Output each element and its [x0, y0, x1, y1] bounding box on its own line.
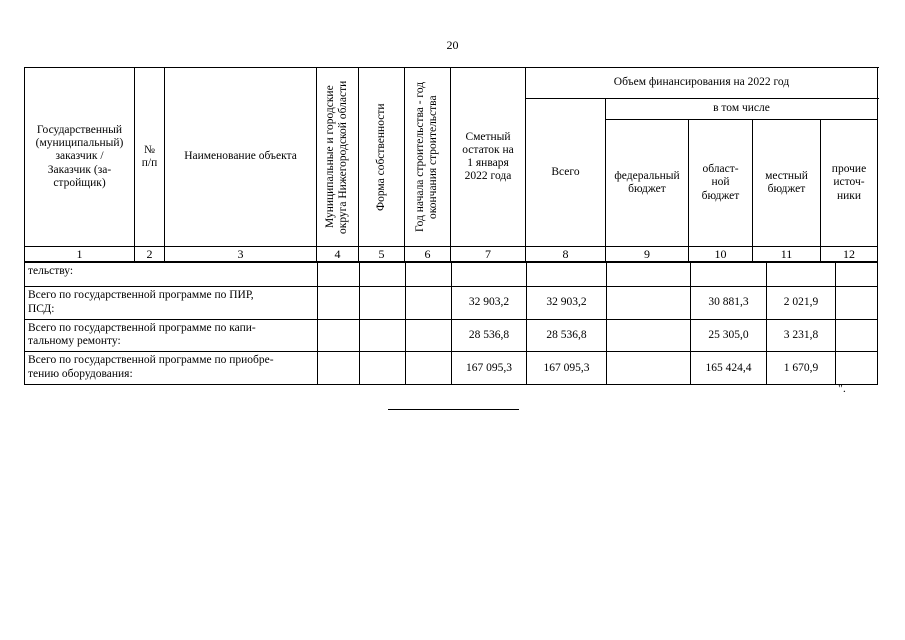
regional-header: област- ной бюджет	[689, 120, 753, 247]
district-cell	[318, 263, 360, 287]
ownership-cell	[360, 287, 406, 320]
estimate-header: Сметный остаток на 1 января 2022 года	[451, 68, 526, 247]
estimate-cell: 32 903,2	[452, 287, 527, 320]
district-cell	[318, 319, 360, 352]
total-header: Всего	[526, 99, 606, 247]
row-name: тельству:	[25, 263, 318, 287]
column-number: 12	[821, 247, 878, 262]
including-header: в том числе	[606, 99, 878, 120]
ownership-header: Форма собственности	[359, 68, 405, 247]
row-name: Всего по государственной программе по капи- тальному ремонту:	[25, 319, 318, 352]
federal-cell	[607, 319, 691, 352]
federal-cell	[607, 263, 691, 287]
column-number: 10	[689, 247, 753, 262]
federal-cell	[607, 287, 691, 320]
other-cell	[836, 263, 878, 287]
column-number-row	[25, 247, 878, 262]
table-row	[25, 263, 878, 287]
federal-header: федеральный бюджет	[606, 120, 689, 247]
local-cell: 1 670,9	[767, 352, 836, 385]
column-number: 5	[359, 247, 405, 262]
ownership-cell	[360, 352, 406, 385]
column-number: 6	[405, 247, 451, 262]
table-row	[25, 352, 878, 385]
district-header: Муниципальные и городские округа Нижегородской области	[317, 68, 359, 247]
separator-line	[388, 409, 519, 410]
column-number: 2	[135, 247, 165, 262]
column-number: 4	[317, 247, 359, 262]
regional-cell	[691, 263, 767, 287]
closing-quote: ".	[838, 381, 846, 395]
data-table	[24, 262, 878, 385]
ownership-cell	[360, 263, 406, 287]
local-cell: 3 231,8	[767, 319, 836, 352]
estimate-cell	[452, 263, 527, 287]
local-cell: 2 021,9	[767, 287, 836, 320]
local-header: местный бюджет	[753, 120, 821, 247]
funding-title: Объем финансирования на 2022 год	[526, 68, 878, 99]
column-number: 7	[451, 247, 526, 262]
object-name-header: Наименование объекта	[165, 68, 317, 247]
federal-cell	[607, 352, 691, 385]
years-cell	[406, 352, 452, 385]
total-cell	[527, 263, 607, 287]
customer-header: Государственный (муниципальный) заказчик / Заказчик (за- стройщик)	[25, 68, 135, 247]
ownership-cell	[360, 319, 406, 352]
years-cell	[406, 263, 452, 287]
other-cell	[836, 352, 878, 385]
other-cell	[836, 287, 878, 320]
header-table	[24, 67, 878, 262]
column-number: 1	[25, 247, 135, 262]
column-number: 9	[606, 247, 689, 262]
regional-cell: 30 881,3	[691, 287, 767, 320]
page-number: 20	[446, 38, 459, 52]
local-cell	[767, 263, 836, 287]
years-cell	[406, 319, 452, 352]
table-row	[25, 319, 878, 352]
regional-cell: 25 305,0	[691, 319, 767, 352]
years-cell	[406, 287, 452, 320]
total-cell: 167 095,3	[527, 352, 607, 385]
column-number: 8	[526, 247, 606, 262]
table-row	[25, 287, 878, 320]
total-cell: 28 536,8	[527, 319, 607, 352]
estimate-cell: 167 095,3	[452, 352, 527, 385]
regional-cell: 165 424,4	[691, 352, 767, 385]
years-header: Год начала строительства - год окончания строительства	[405, 68, 451, 247]
row-name: Всего по государственной программе по приобре- тению оборудования:	[25, 352, 318, 385]
other-header: прочие источ- ники	[821, 120, 878, 247]
estimate-cell: 28 536,8	[452, 319, 527, 352]
district-cell	[318, 287, 360, 320]
column-number: 3	[165, 247, 317, 262]
number-header: № п/п	[135, 68, 165, 247]
other-cell	[836, 319, 878, 352]
column-number: 11	[753, 247, 821, 262]
row-name: Всего по государственной программе по ПИР, ПСД:	[25, 287, 318, 320]
total-cell: 32 903,2	[527, 287, 607, 320]
district-cell	[318, 352, 360, 385]
